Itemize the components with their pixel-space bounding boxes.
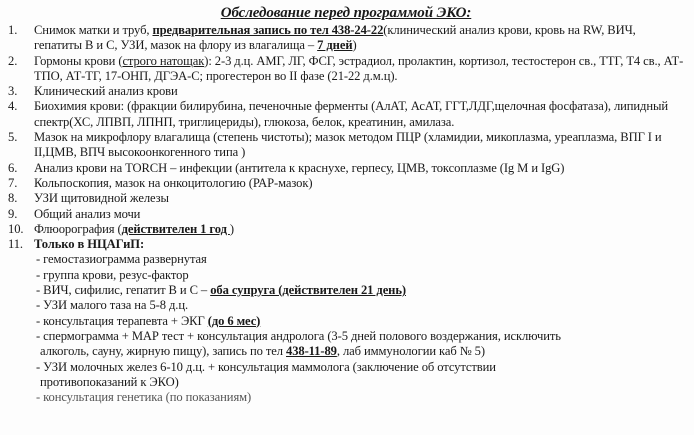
item-number: 10. <box>8 221 24 236</box>
item-number: 1. <box>8 23 18 37</box>
item-text: Только в НЦАГиП: <box>34 237 145 252</box>
item-number: 6. <box>8 160 18 175</box>
item-text: Кольпоскопия, мазок на онкоцитологию (РАР-мазок) <box>34 175 313 190</box>
sub-item: - УЗИ малого таза на 5-8 д.ц. <box>36 298 189 313</box>
exam-list <box>6 23 686 252</box>
sub-item: - консультация терапевта + ЭКГ (до 6 мес) <box>36 313 261 328</box>
item-text: Флюорография (действителен 1 год ) <box>34 221 234 236</box>
list-item-1 <box>6 23 686 54</box>
list-item-3 <box>6 84 686 99</box>
item-text: Клинический анализ крови <box>34 84 178 99</box>
item-text: Гормоны крови (строго натощак): 2-3 д.ц. АМГ, ЛГ, ФСГ, эстрадиол, пролактин, кортизол, тестостерон св., ТТГ, Т4 св., АТ-ТПО, АТ-ТГ, 17-ОНП, ДГЭА-С; прогестерон во II фазе (21-22 д.м.ц). <box>34 53 684 83</box>
sub-item: - спермограмма + МАР тест + консультация андролога (3-5 дней полового воздержания, исключить алкоголь, сауну, жирную пищу), запись по тел 438-11-89, лаб иммунологии каб № 5) <box>36 328 561 359</box>
item-number: 8. <box>8 191 18 206</box>
list-item-5 <box>6 130 686 161</box>
list-item-2 <box>6 54 686 85</box>
list-item-10 <box>6 222 686 237</box>
sub-item: - гемостазиограмма развернутая <box>36 252 207 267</box>
sub-item: - консультация генетика (по показаниям) <box>36 390 252 405</box>
item-text: Общий анализ мочи <box>34 206 141 221</box>
list-item-8 <box>6 191 686 206</box>
item-text: УЗИ щитовидной железы <box>34 191 169 206</box>
item-number: 4. <box>8 99 18 114</box>
item-text: Анализ крови на TORCH – инфекции (антитела к краснухе, герпесу, ЦМВ, токсоплазме (Ig M и IgG) <box>34 160 565 175</box>
document-title: Обследование перед программой ЭКО: <box>220 5 472 21</box>
item-text: Биохимия крови: (фракции билирубина, печеночные ферменты (АлАТ, АсАТ, ГГТ,ЛДГ,щелочная фосфатаза), липидный спектр(ХС, ЛПВП, ЛПНП, триглицериды), глюкоза, белок, креатинин, амилаза. <box>34 99 669 129</box>
item-number: 7. <box>8 175 18 190</box>
item-number: 9. <box>8 206 18 221</box>
sub-list <box>6 252 686 405</box>
sub-item: - группа крови, резус-фактор <box>36 267 189 282</box>
item-number: 3. <box>8 84 18 99</box>
item-number: 11. <box>8 237 23 252</box>
item-text: Мазок на микрофлору влагалища (степень чистоты); мазок методом ПЦР (хламидии, микоплазма, уреаплазма, ВПГ I и II,ЦМВ, ВПЧ высокоонкогенного типа ) <box>34 130 662 160</box>
item-number: 2. <box>8 53 18 68</box>
item-text: Снимок матки и труб, предварительная запись по тел 438-24-22(клинический анализ крови, кровь на RW, ВИЧ, гепатиты В и С, УЗИ, мазок на флору из влагалища – 7 дней) <box>34 23 636 53</box>
list-item-4 <box>6 99 686 130</box>
list-item-6 <box>6 161 686 176</box>
list-item-9 <box>6 207 686 222</box>
sub-item: - ВИЧ, сифилис, гепатит В и С – оба супруга (действителен 21 день) <box>36 283 406 298</box>
list-item-7 <box>6 176 686 191</box>
list-item-11 <box>6 237 686 252</box>
sub-item: - УЗИ молочных желез 6-10 д.ц. + консультация маммолога (заключение об отсутствии противопоказаний к ЭКО) <box>36 359 496 389</box>
item-number: 5. <box>8 130 18 145</box>
